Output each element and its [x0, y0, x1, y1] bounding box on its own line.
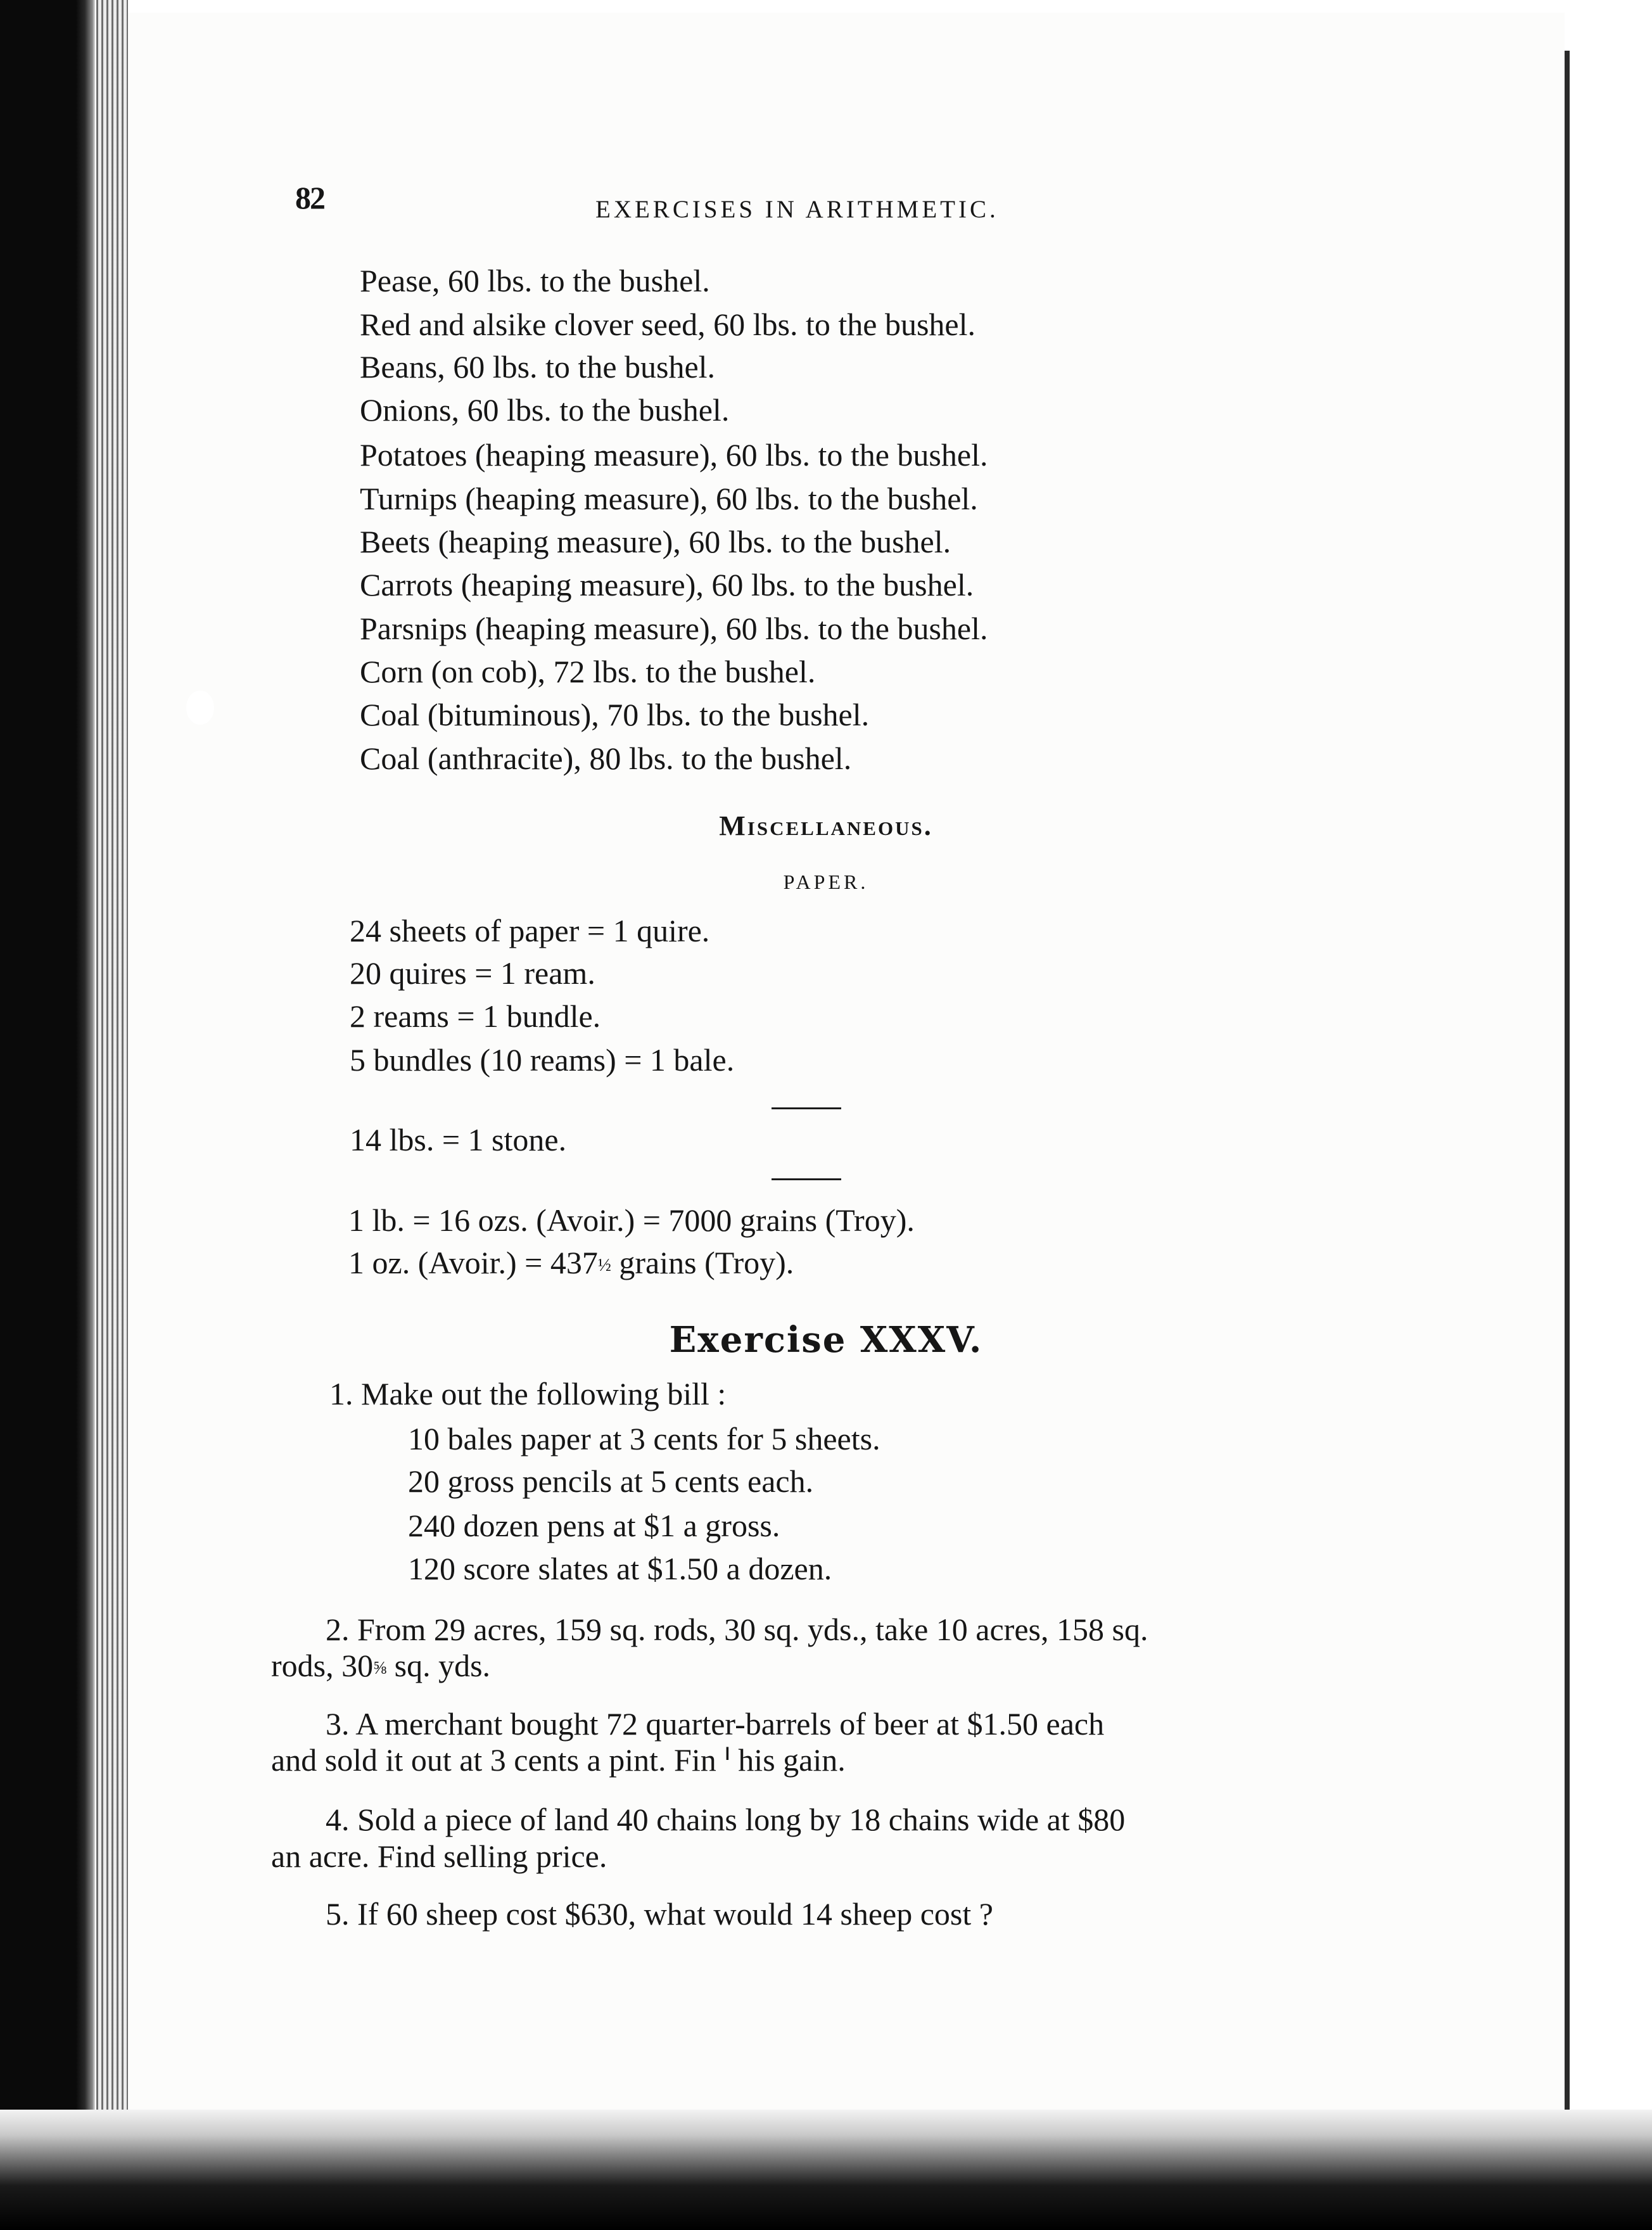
weight-line: Corn (on cob), 72 lbs. to the bushel. [360, 654, 816, 689]
weight-line: Coal (anthracite), 80 lbs. to the bushel. [360, 741, 852, 776]
bill-item: 10 bales paper at 3 cents for 5 sheets. [408, 1421, 880, 1456]
divider-rule [772, 1178, 841, 1180]
troy-line [348, 1247, 794, 1278]
weight-line: Onions, 60 lbs. to the bushel. [360, 392, 730, 428]
question-3: 3. A merchant bought 72 quarter-barrels of beer at $1.50 each [326, 1706, 1105, 1742]
troy-line: 1 lb. = 16 ozs. (Avoir.) = 7000 grains (Troy). [348, 1202, 915, 1238]
weight-line: Pease, 60 lbs. to the bushel. [360, 263, 710, 298]
troy-line-text: grains (Troy). [611, 1245, 794, 1280]
question-2-continued [271, 1650, 490, 1681]
page-number: 82 [295, 180, 324, 215]
section-heading-miscellaneous: Miscellaneous. [719, 810, 933, 841]
question-4-continued: an acre. Find selling price. [271, 1838, 607, 1874]
running-head: EXERCISES IN ARITHMETIC. [595, 196, 999, 223]
page-edge-stack [96, 0, 128, 2116]
question-5: 5. If 60 sheep cost $630, what would 14 sheep cost ? [326, 1896, 993, 1932]
weight-line: Beets (heaping measure), 60 lbs. to the bushel. [360, 524, 951, 559]
weight-line: Turnips (heaping measure), 60 lbs. to the bushel. [360, 481, 978, 516]
scan-border-bottom [0, 2110, 1652, 2230]
weight-line: Carrots (heaping measure), 60 lbs. to the bushel. [360, 567, 974, 602]
exercise-title: Exercise XXXV. [669, 1319, 983, 1361]
question-2: 2. From 29 acres, 159 sq. rods, 30 sq. yds., take 10 acres, 158 sq. [326, 1612, 1148, 1647]
scan-border-left [0, 0, 95, 2230]
weight-line: Potatoes (heaping measure), 60 lbs. to the bushel. [360, 437, 988, 473]
weight-line: Parsnips (heaping measure), 60 lbs. to the bushel. [360, 611, 988, 646]
paper-line: 2 reams = 1 bundle. [350, 998, 601, 1034]
question-text: rods, 30 [271, 1648, 374, 1683]
scan-blemish [186, 691, 214, 725]
scan-border-right [1565, 51, 1570, 2116]
weight-line: Beans, 60 lbs. to the bushel. [360, 349, 716, 385]
fraction: ½ [597, 1256, 611, 1275]
paper-line: 5 bundles (10 reams) = 1 bale. [350, 1042, 735, 1078]
paper-line: 24 sheets of paper = 1 quire. [350, 913, 710, 948]
question-3-continued: and sold it out at 3 cents a pint. Fin ᑊ his gain. [271, 1742, 846, 1778]
question-1: 1. Make out the following bill : [329, 1376, 727, 1411]
weight-line: Red and alsike clover seed, 60 lbs. to the bushel. [360, 307, 975, 342]
bill-item: 240 dozen pens at $1 a gross. [408, 1508, 780, 1543]
troy-line-text: 1 oz. (Avoir.) = 437 [348, 1245, 598, 1280]
fraction: ⅝ [373, 1659, 387, 1678]
divider-rule [772, 1107, 841, 1109]
bill-item: 20 gross pencils at 5 cents each. [408, 1463, 814, 1499]
bill-item: 120 score slates at $1.50 a dozen. [408, 1551, 832, 1586]
paper-line: 20 quires = 1 ream. [350, 955, 595, 991]
stone-line: 14 lbs. = 1 stone. [350, 1122, 567, 1157]
question-4: 4. Sold a piece of land 40 chains long by 18 chains wide at $80 [326, 1802, 1126, 1837]
weight-line: Coal (bituminous), 70 lbs. to the bushel. [360, 697, 870, 732]
question-text: sq. yds. [386, 1648, 491, 1683]
subheading-paper: PAPER. [783, 870, 869, 893]
